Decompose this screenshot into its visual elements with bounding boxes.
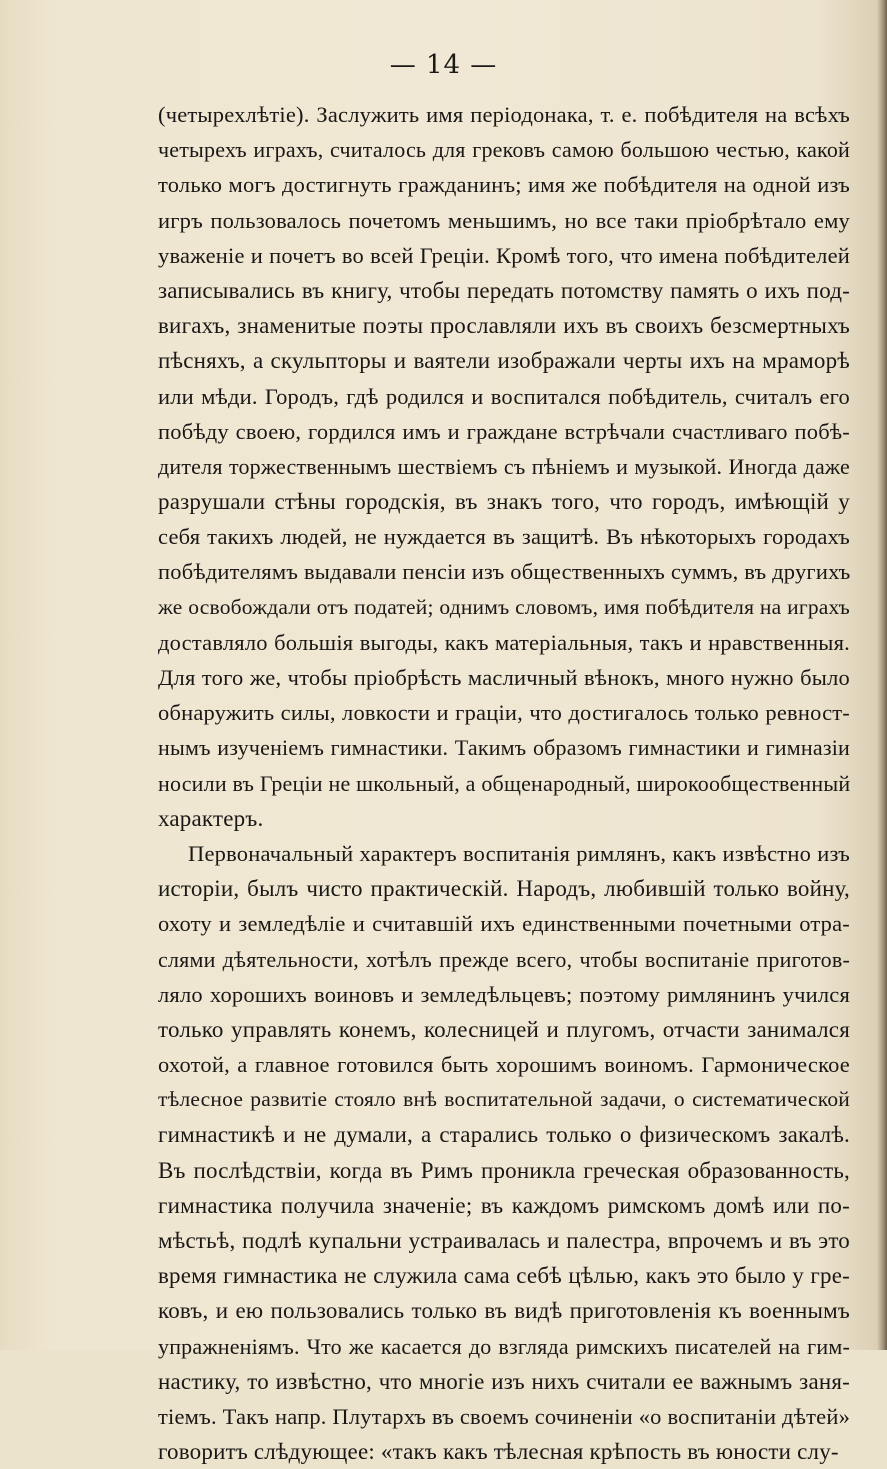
- text-line: дителя торжественнымъ шествіемъ съ пѣніемъ и музыкой. Иногда даже: [158, 453, 850, 479]
- text-line: или мѣди. Городъ, гдѣ родился и воспитался побѣдитель, считалъ его: [158, 383, 850, 409]
- body-text: [158, 97, 850, 1469]
- text-line: нымъ изученіемъ гимнастики. Такимъ образомъ гимнастики и гимназіи: [158, 735, 850, 761]
- text-line: побѣдителямъ выдавали пенсіи изъ общественныхъ суммъ, въ другихъ: [158, 559, 851, 585]
- text-line: Первоначальный характеръ воспитанія римлянъ, какъ извѣстно изъ: [188, 840, 850, 866]
- text-line: упражненіямъ. Что же касается до взгляда римскихъ писателей на гим-: [158, 1333, 850, 1359]
- page-edge-shadow: [877, 0, 887, 1350]
- text-line: игръ пользовалось почетомъ меньшимъ, но все таки пріобрѣтало ему: [158, 207, 850, 233]
- text-line: четырехъ играхъ, считалось для грековъ самою большою честью, какой: [158, 137, 850, 163]
- page-number: — 14 —: [389, 50, 498, 80]
- text-line: уваженіе и почетъ во всей Греціи. Кромѣ того, что имена побѣдителей: [158, 242, 850, 268]
- text-line: слями дѣятельности, хотѣлъ прежде всего, чтобы воспитаніе приготов-: [158, 946, 850, 972]
- text-line: ковъ, и ею пользовались только въ видѣ приготовленія къ военнымъ: [158, 1298, 850, 1324]
- text-line: разрушали стѣны городскія, въ знакъ того, что городъ, имѣющій у: [158, 489, 850, 515]
- text-line: ляло хорошихъ воиновъ и земледѣльцевъ; поэтому римлянинъ учился: [158, 981, 850, 1007]
- text-line: пѣсняхъ, а скульпторы и ваятели изображали черты ихъ на мраморѣ: [158, 348, 850, 374]
- text-line: себя такихъ людей, не нуждается въ защитѣ. Въ нѣкоторыхъ городахъ: [158, 524, 850, 550]
- text-line: вигахъ, знаменитые поэты прославляли ихъ въ своихъ безсмертныхъ: [158, 313, 850, 339]
- text-line: гимнастикѣ и не думали, а старались только о физическомъ закалѣ.: [158, 1122, 850, 1148]
- text-line: тѣлесное развитіе стояло внѣ воспитательной задачи, о систематической: [158, 1087, 850, 1112]
- text-line: носили въ Греціи не школьный, а общенародный, широкообщественный: [158, 770, 851, 796]
- text-line: же освобождали отъ податей; однимъ словомъ, имя побѣдителя на играхъ: [158, 594, 850, 619]
- text-line: обнаружить силы, ловкости и граціи, что достигалось только ревност-: [158, 700, 850, 726]
- text-line: охоту и земледѣліе и считавшій ихъ единственными почетными отра-: [158, 911, 850, 937]
- text-line: говоритъ слѣдующее: «такъ какъ тѣлесная крѣпость въ юности слу-: [158, 1439, 839, 1465]
- text-line: побѣду своею, гордился имъ и граждане встрѣчали счастливаго побѣ-: [158, 418, 850, 444]
- text-line: доставляло большія выгоды, какъ матеріальныя, такъ и нравственныя.: [158, 629, 850, 655]
- text-line: охотой, а главное готовился быть хорошимъ воиномъ. Гармоническое: [158, 1052, 850, 1078]
- text-line: записывались въ книгу, чтобы передать потомству память о ихъ под-: [158, 277, 850, 303]
- text-line: только управлять конемъ, колесницей и плугомъ, отчасти занимался: [158, 1016, 850, 1042]
- text-line: характеръ.: [158, 805, 264, 831]
- text-line: настику, то извѣстно, что многіе изъ нихъ считали ее важнымъ заня-: [158, 1368, 850, 1394]
- text-line: (четырехлѣтіе). Заслужить имя періодонака, т. е. побѣдителя на всѣхъ: [158, 102, 850, 127]
- text-line: только могъ достигнуть гражданинъ; имя же побѣдителя на одной изъ: [158, 172, 850, 198]
- text-line: гимнастика получила значеніе; въ каждомъ римскомъ домѣ или по-: [158, 1192, 850, 1218]
- text-line: Для того же, чтобы пріобрѣсть масличный вѣнокъ, много нужно было: [158, 665, 850, 690]
- text-line: мѣстьѣ, подлѣ купальни устраивалась и палестра, впрочемъ и въ это: [158, 1228, 850, 1253]
- text-line: время гимнастика не служила сама себѣ цѣлью, какъ это было у гре-: [158, 1263, 850, 1289]
- text-line: тіемъ. Такъ напр. Плутархъ въ своемъ сочиненіи «о воспитаніи дѣтей»: [158, 1403, 851, 1429]
- text-line: Въ послѣдствіи, когда въ Римъ проникла греческая образованность,: [158, 1157, 850, 1183]
- text-line: исторіи, былъ чисто практическій. Народъ, любившій только войну,: [158, 876, 850, 902]
